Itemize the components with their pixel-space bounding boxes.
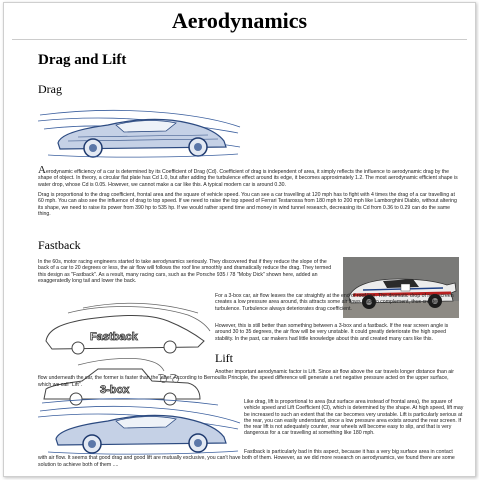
section-heading-fastback: Fastback — [38, 238, 81, 252]
site-title: Aerodynamics — [171, 8, 308, 33]
page-frame — [3, 2, 476, 477]
fastback-paragraph-1: In the 60s, motor racing engineers started to take aerodynamics seriously. They discovered that if they reduce the slope of the back of a car to 20 degrees or less, the air flow will follows the roof line smoothly and dramatically reduce the drag. They termed this design as "Fastback". As a result, many racing cars, such as the Porsche 935 / 78 "Moby Dick" shown here, added an exaggeratedly long tail and lower the back. — [38, 259, 332, 284]
fastback-paragraph-3: However, this is still better than something between a 3-box and a fastback. If the rear screen angle is around 30 to 35 degrees, the air flow will be very unstable. It could greatly deteriorate the high speed stability. In the past, car makers had little knowledge about this and created many cars like this. — [215, 323, 449, 342]
drag-paragraph-1: Aerodynamic efficiency of a car is determined by its Coefficient of Drag (Cd). Coefficient of drag is independent of area, it simply reflects the influence to aerodynamic drag by the shape of object. In theory, a circular flat plate has Cd 1.0, but after adding the turbulence effect around its edge, it becomes approximately 1.2. The most aerodynamic efficient shape is water drop, whose Cd is 0.05. However, we cannot make a car like this. A typical modern car is around 0.30. — [38, 164, 458, 188]
section-heading-lift: Lift — [215, 351, 233, 365]
lift-paragraph-3: Fastback is particularly bad in this aspect, because it has a very big surface area in contact with air flow. It seems that good drag and good lift are mutually exclusive, you can't have both of them. However, as we did more research on aerodynamics, we found there are some solution to achieve both of them .... — [38, 449, 455, 468]
lift-paragraph-1: Another important aerodynamic factor is Lift. Since air flow above the car travels longer distance than air flow underneath the car, the former is faster than the latter. According to Bernoullis Principle, the speed difference will generate a net negative pressure acted on the upper surface, which we call "Lift". — [38, 369, 455, 388]
diagram-label-fastback: Fastback — [90, 331, 138, 343]
page-heading: Drag and Lift — [38, 52, 127, 68]
car-airflow-sketch-drag — [38, 101, 242, 161]
drop-cap: A — [38, 164, 46, 176]
diagram-label-3box: 3-box — [100, 384, 130, 396]
fastback-paragraph-2: For a 3-box car, air flow leaves the car straightly at the end of roof line. The dramatic drop of rear screen creates a low pressure area around, this attracts some air flows back to complement, thus creates turbulence. Turbulence always deteriorates drag coefficient. — [215, 293, 454, 312]
title-divider — [12, 39, 467, 40]
lift-paragraph-2: Like drag, lift is proportional to area (but surface area instead of frontal area), the square of vehicle speed and Lift Coefficient (Cl), which is determined by the shape. At high speed, lift may be increased to such an extent that the car becomes very unstable. Lift is particularly serious at the rear, you can easily understand, since a low pressure area exists around the rear screen. If the rear lift is not adequately counter, rear wheels will become easy to slip, and that is very dangerous for a car travelling at something like 180 mph. — [244, 399, 464, 437]
drag-paragraph-2: Drag is proportional to the drag coefficient, frontal area and the square of vehicle speed. You can see a car travelling at 120 mph has to fight with 4 times the drag of a car travelling at 60 mph. You can also see the influence of drag to top speed. If we need to raise the top speed of Ferrari Testarossa from 180 mph to 200 mph like Lamborghini Diablo, without altering its shape, we need to raise its power from 390 hp to 535 hp. If we would rather spend time and money in wind tunnel research, decreasing its Cd from 0.36 to 0.29 can do the same thing. — [38, 192, 457, 217]
section-heading-drag: Drag — [38, 82, 62, 96]
car-airflow-sketch-lift — [38, 395, 242, 457]
